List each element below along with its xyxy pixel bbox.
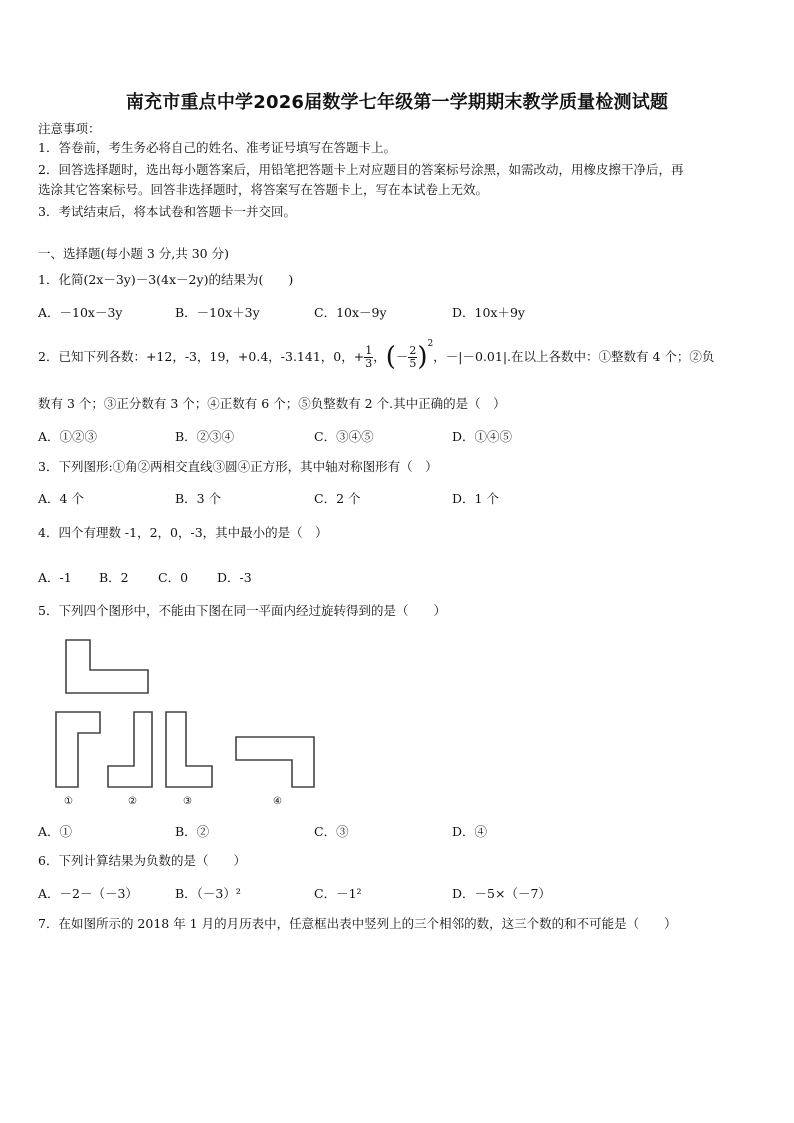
figure-label-4: ④ (273, 796, 282, 807)
question-6-stem: 6．下列计算结果为负数的是（ ） (38, 853, 246, 868)
question-3-stem: 3．下列图形:①角②两相交直线③圆④正方形，其中轴对称图形有（ ） (38, 459, 438, 474)
original-l-shape (66, 640, 148, 693)
question-4-option-a: A．-1 (38, 570, 72, 585)
page-title: 南充市重点中学2026届数学七年级第一学期期末教学质量检测试题 (125, 92, 669, 113)
figure-label-3: ③ (183, 796, 192, 807)
question-4-stem: 4．四个有理数 -1，2，0，-3，其中最小的是（ ） (38, 525, 328, 540)
question-7-stem: 7．在如图所示的 2018 年 1 月的月历表中，任意框出表中竖列上的三个相邻的数，这三个数的和不可能是（ ） (38, 916, 677, 931)
question-4-option-c: C．0 (158, 570, 189, 585)
question-6-option-a: A．－2－（－3） (38, 886, 138, 901)
comma: ， (373, 349, 386, 364)
question-2-stem-b: ，－|－0.01|.在以上各数中：①整数有 4 个；②负 (433, 349, 715, 364)
notice-item-1: 1．答卷前，考生务必将自己的姓名、准考证号填写在答题卡上。 (38, 140, 396, 155)
question-3-option-a: A．4 个 (38, 491, 84, 506)
exponent: 2 (427, 339, 434, 349)
question-6-option-c: C．－1² (314, 886, 362, 901)
question-2-option-a: A．①②③ (38, 429, 98, 444)
question-3-option-b: B．3 个 (175, 491, 222, 506)
section-heading: 一、选择题(每小题 3 分,共 30 分) (38, 246, 229, 261)
notice-heading: 注意事项： (38, 121, 101, 136)
question-1-option-a: A．－10x－3y (38, 305, 123, 320)
question-1-option-d: D．10x＋9y (452, 305, 525, 320)
question-2-stem-line1: 2．已知下列各数：+12，-3，19，+0.4，-3.141，0，+ $\frac{1}{3}$ ， ( － $\frac{2}{5}$ ) $^2$ ，－|－0.01|.在以上各数中：①整数有 4 个；②负 (38, 334, 714, 380)
question-1-option-c: C．10x－9y (314, 305, 387, 320)
figure-1-shape (56, 712, 100, 787)
question-2-option-b: B．②③④ (175, 429, 235, 444)
question-3-option-c: C．2 个 (314, 491, 361, 506)
fraction-one-third: $\frac{1}{3}$ (365, 343, 373, 370)
figure-4-shape (236, 737, 314, 787)
question-5-option-d: D．④ (452, 824, 488, 839)
question-5-option-c: C．③ (314, 824, 349, 839)
question-5-stem: 5．下列四个图形中，不能由下图在同一平面内经过旋转得到的是（ ） (38, 603, 446, 618)
notice-item-2b: 选涂其它答案标号。回答非选择题时，将答案写在答题卡上，写在本试卷上无效。 (38, 182, 489, 197)
question-4-option-b: B．2 (99, 570, 129, 585)
notice-item-2a: 2．回答选择题时，选出每小题答案后，用铅笔把答题卡上对应题目的答案标号涂黑，如需改动，用橡皮擦干净后，再 (38, 162, 684, 177)
question-1-stem: 1．化简(2x－3y)－3(4x－2y)的结果为( ) (38, 272, 294, 287)
question-2-stem-a: 2．已知下列各数：+12，-3，19，+0.4，-3.141，0，+ (38, 349, 365, 364)
question-2-stem-line2: 数有 3 个；③正分数有 3 个；④正数有 6 个；⑤负整数有 2 个.其中正确的是（ ） (38, 396, 506, 411)
notice-item-3: 3．考试结束后，将本试卷和答题卡一并交回。 (38, 204, 296, 219)
fraction-two-fifths: $\frac{2}{5}$ (409, 343, 417, 370)
question-2-option-d: D．①④⑤ (452, 429, 513, 444)
question-4-option-d: D．-3 (217, 570, 252, 585)
question-6-option-d: D．－5×（－7） (452, 886, 551, 901)
figure-label-1: ① (64, 796, 73, 807)
figure-2-shape (108, 712, 152, 787)
question-1-option-b: B．－10x＋3y (175, 305, 260, 320)
question-5-option-a: A．① (38, 824, 73, 839)
question-5-option-b: B．② (175, 824, 210, 839)
figure-3-shape (166, 712, 212, 787)
question-6-option-b: B．（－3）² (175, 886, 241, 901)
figure-label-2: ② (128, 796, 137, 807)
question-3-option-d: D．1 个 (452, 491, 499, 506)
question-2-option-c: C．③④⑤ (314, 429, 374, 444)
